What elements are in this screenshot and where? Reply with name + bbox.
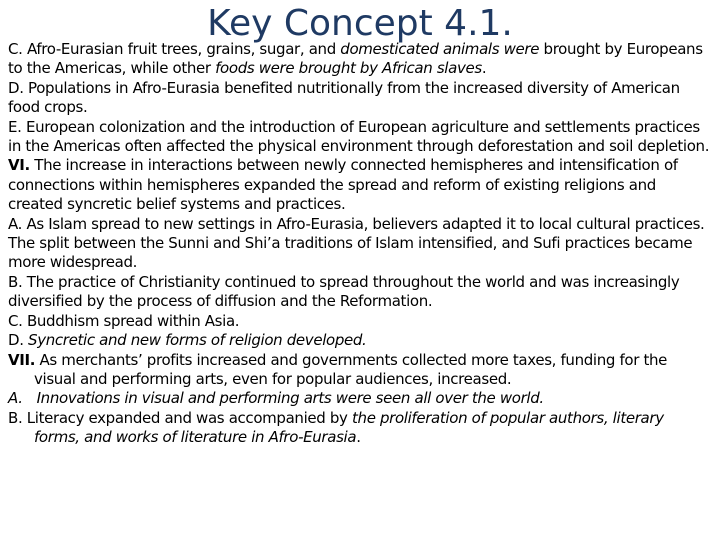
paragraph-vii-arts [8,351,712,390]
paragraph-d-nutrition: D. Populations in Afro-Eurasia benefited nutritionally from the increased diversity of American food crops. [8,78,680,117]
slide-title: Key Concept 4.1. [207,3,513,44]
text-run: . [356,428,361,447]
paragraph-d-syncretic [8,331,712,350]
paragraph-a-innovations [8,389,712,408]
paragraph-c-buddhism: C. Buddhism spread within Asia. [8,311,240,330]
roman-numeral: VI. [8,156,30,175]
italic-run: Innovations in visual and performing arts were seen all over the world. [36,389,544,408]
italic-run: domesticated animals were [340,40,540,58]
paragraph-b-christianity: B. The practice of Christianity continued to spread throughout the world and was increasingly diversified by the process of diffusion and the Reformation. [8,272,680,311]
text-run: As merchants’ profits increased and governments collected more taxes, funding for the visual and performing arts, even for popular audiences, increased. [34,350,668,388]
paragraph-b-literacy [8,409,712,448]
italic-run: Syncretic and new forms of religion developed. [28,331,367,350]
paragraph-a-islam: A. As Islam spread to new settings in Afro-Eurasia, believers adapted it to local cultural practices. The split between the Sunni and Shi’a traditions of Islam intensified, and Sufi practices became more widespread. [8,214,705,272]
paragraph-vi-religions [8,156,712,214]
text-run: The increase in interactions between newly connected hemispheres and intensification of connections within hemispheres expanded the spread and reform of existing religions and created syncretic belief systems and practices. [8,156,678,214]
paragraph-e-colonization: E. European colonization and the introduction of European agriculture and settlements practices in the Americas often affected the physical environment through deforestation and soil depletion. [8,117,710,156]
text-run: . [481,59,487,78]
list-label: A. [8,389,23,408]
text-run: B. Literacy expanded and was accompanied by [8,408,352,427]
text-run: C. Afro-Eurasian fruit trees, grains, sugar, and [8,40,341,58]
italic-run: the proliferation of popular authors, literary forms, and works of literature in Afro-Eurasia [34,408,664,447]
text-run: brought by Europeans to the Americas, while other [8,40,703,78]
italic-run: foods were brought by African slaves [215,59,482,78]
list-label: D. [8,331,29,350]
paragraph-c-food-exchange [8,40,712,79]
roman-numeral: VII. [8,350,36,369]
slide-body [8,40,712,448]
